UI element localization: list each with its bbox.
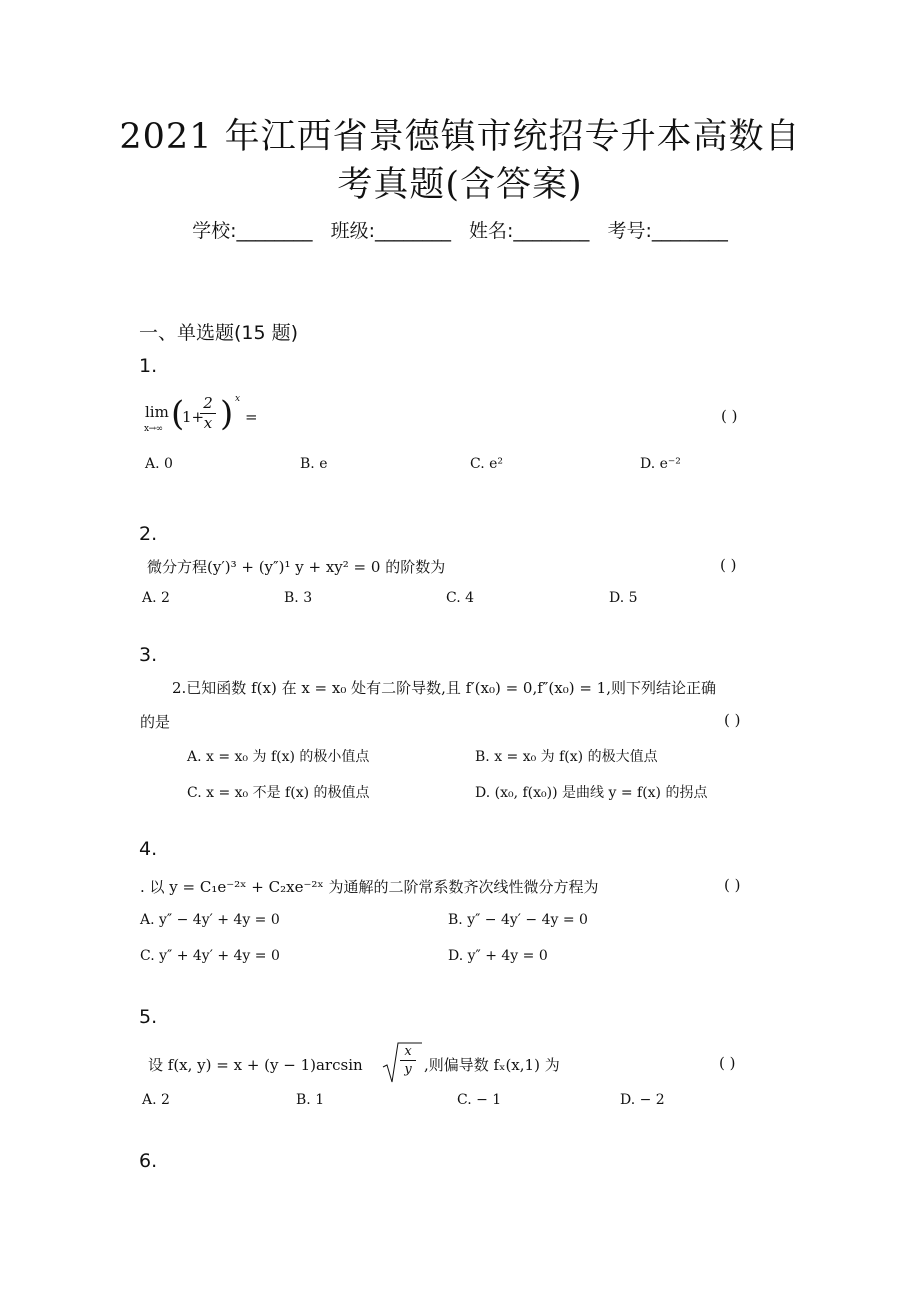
q4-option-c[interactable]: C. y″ + 4y′ + 4y = 0 bbox=[140, 948, 280, 964]
document-title-line-1: 2021 年江西省景德镇市统招专升本高数自 bbox=[119, 117, 801, 157]
lim-symbol: lim bbox=[145, 403, 169, 421]
q3-option-b[interactable]: B. x = x₀ 为 f(x) 的极大值点 bbox=[475, 749, 658, 765]
answer-blank-1: ( ) bbox=[721, 407, 738, 425]
q1-option-d[interactable]: D. e⁻² bbox=[640, 456, 681, 472]
question-3-stem-line-2: 的是 bbox=[140, 713, 171, 731]
q5-fraction-denominator: y bbox=[404, 1062, 412, 1077]
q1-option-a[interactable]: A. 0 bbox=[145, 456, 173, 472]
q2-option-b[interactable]: B. 3 bbox=[284, 590, 313, 606]
right-paren: ) bbox=[220, 394, 234, 434]
q2-option-c[interactable]: C. 4 bbox=[446, 590, 475, 606]
q3-option-c[interactable]: C. x = x₀ 不是 f(x) 的极值点 bbox=[187, 785, 370, 801]
q5-fraction-numerator: x bbox=[404, 1044, 412, 1059]
question-4-stem: . 以 y = C₁e⁻²ˣ + C₂xe⁻²ˣ 为通解的二阶常系数齐次线性微分方程为 bbox=[140, 878, 599, 896]
school-field[interactable]: 学校:________ bbox=[192, 220, 313, 242]
q2-option-a[interactable]: A. 2 bbox=[142, 590, 170, 606]
question-5-stem-pre: 设 f(x, y) = x + (y − 1)arcsin bbox=[148, 1056, 363, 1074]
number-field[interactable]: 考号:________ bbox=[607, 220, 728, 242]
question-6-number: 6. bbox=[139, 1150, 158, 1172]
student-info-row bbox=[0, 216, 920, 243]
answer-blank-3: ( ) bbox=[724, 711, 741, 729]
question-2-stem: 微分方程(y′)³ + (y″)¹ y + xy² = 0 的阶数为 bbox=[147, 558, 446, 576]
question-3-stem-line-1: 2.已知函数 f(x) 在 x = x₀ 处有二阶导数,且 f′(x₀) = 0,f″(x₀) = 1,则下列结论正确 bbox=[172, 679, 716, 697]
q4-option-d[interactable]: D. y″ + 4y = 0 bbox=[448, 948, 548, 964]
one-plus: 1+ bbox=[182, 408, 205, 426]
question-5-number: 5. bbox=[139, 1006, 158, 1028]
answer-blank-4: ( ) bbox=[724, 876, 741, 894]
q1-option-c[interactable]: C. e² bbox=[470, 456, 504, 472]
question-1-number: 1. bbox=[139, 355, 158, 377]
q5-option-b[interactable]: B. 1 bbox=[296, 1092, 325, 1108]
left-paren: ( bbox=[171, 394, 185, 434]
q5-option-a[interactable]: A. 2 bbox=[142, 1092, 170, 1108]
document-title-line-2: 考真题(含答案) bbox=[337, 165, 583, 205]
q5-fraction-bar bbox=[400, 1060, 416, 1061]
q5-option-c[interactable]: C. − 1 bbox=[457, 1092, 502, 1108]
answer-blank-2: ( ) bbox=[720, 556, 737, 574]
section-heading: 一、单选题(15 题) bbox=[139, 322, 299, 344]
lim-subscript: x→∞ bbox=[144, 424, 163, 434]
q3-option-d[interactable]: D. (x₀, f(x₀)) 是曲线 y = f(x) 的拐点 bbox=[475, 785, 708, 801]
fraction bbox=[200, 395, 216, 432]
answer-blank-5: ( ) bbox=[719, 1054, 736, 1072]
question-2-number: 2. bbox=[139, 523, 158, 545]
q3-option-a[interactable]: A. x = x₀ 为 f(x) 的极小值点 bbox=[187, 749, 370, 765]
exponent: x bbox=[235, 394, 241, 404]
q1-option-b[interactable]: B. e bbox=[300, 456, 328, 472]
class-field[interactable]: 班级:________ bbox=[330, 220, 451, 242]
question-5-stem-post: ,则偏导数 fₓ(x,1) 为 bbox=[424, 1056, 560, 1074]
fraction-numerator: 2 bbox=[203, 394, 213, 412]
q4-option-b[interactable]: B. y″ − 4y′ − 4y = 0 bbox=[448, 912, 588, 928]
name-field[interactable]: 姓名:________ bbox=[469, 220, 590, 242]
fraction-denominator: x bbox=[203, 414, 213, 432]
q4-option-a[interactable]: A. y″ − 4y′ + 4y = 0 bbox=[140, 912, 280, 928]
q2-option-d[interactable]: D. 5 bbox=[609, 590, 638, 606]
question-4-number: 4. bbox=[139, 838, 158, 860]
q5-option-d[interactable]: D. − 2 bbox=[620, 1092, 665, 1108]
equals-sign: = bbox=[245, 408, 258, 426]
question-3-number: 3. bbox=[139, 644, 158, 666]
q5-fraction bbox=[400, 1044, 416, 1077]
